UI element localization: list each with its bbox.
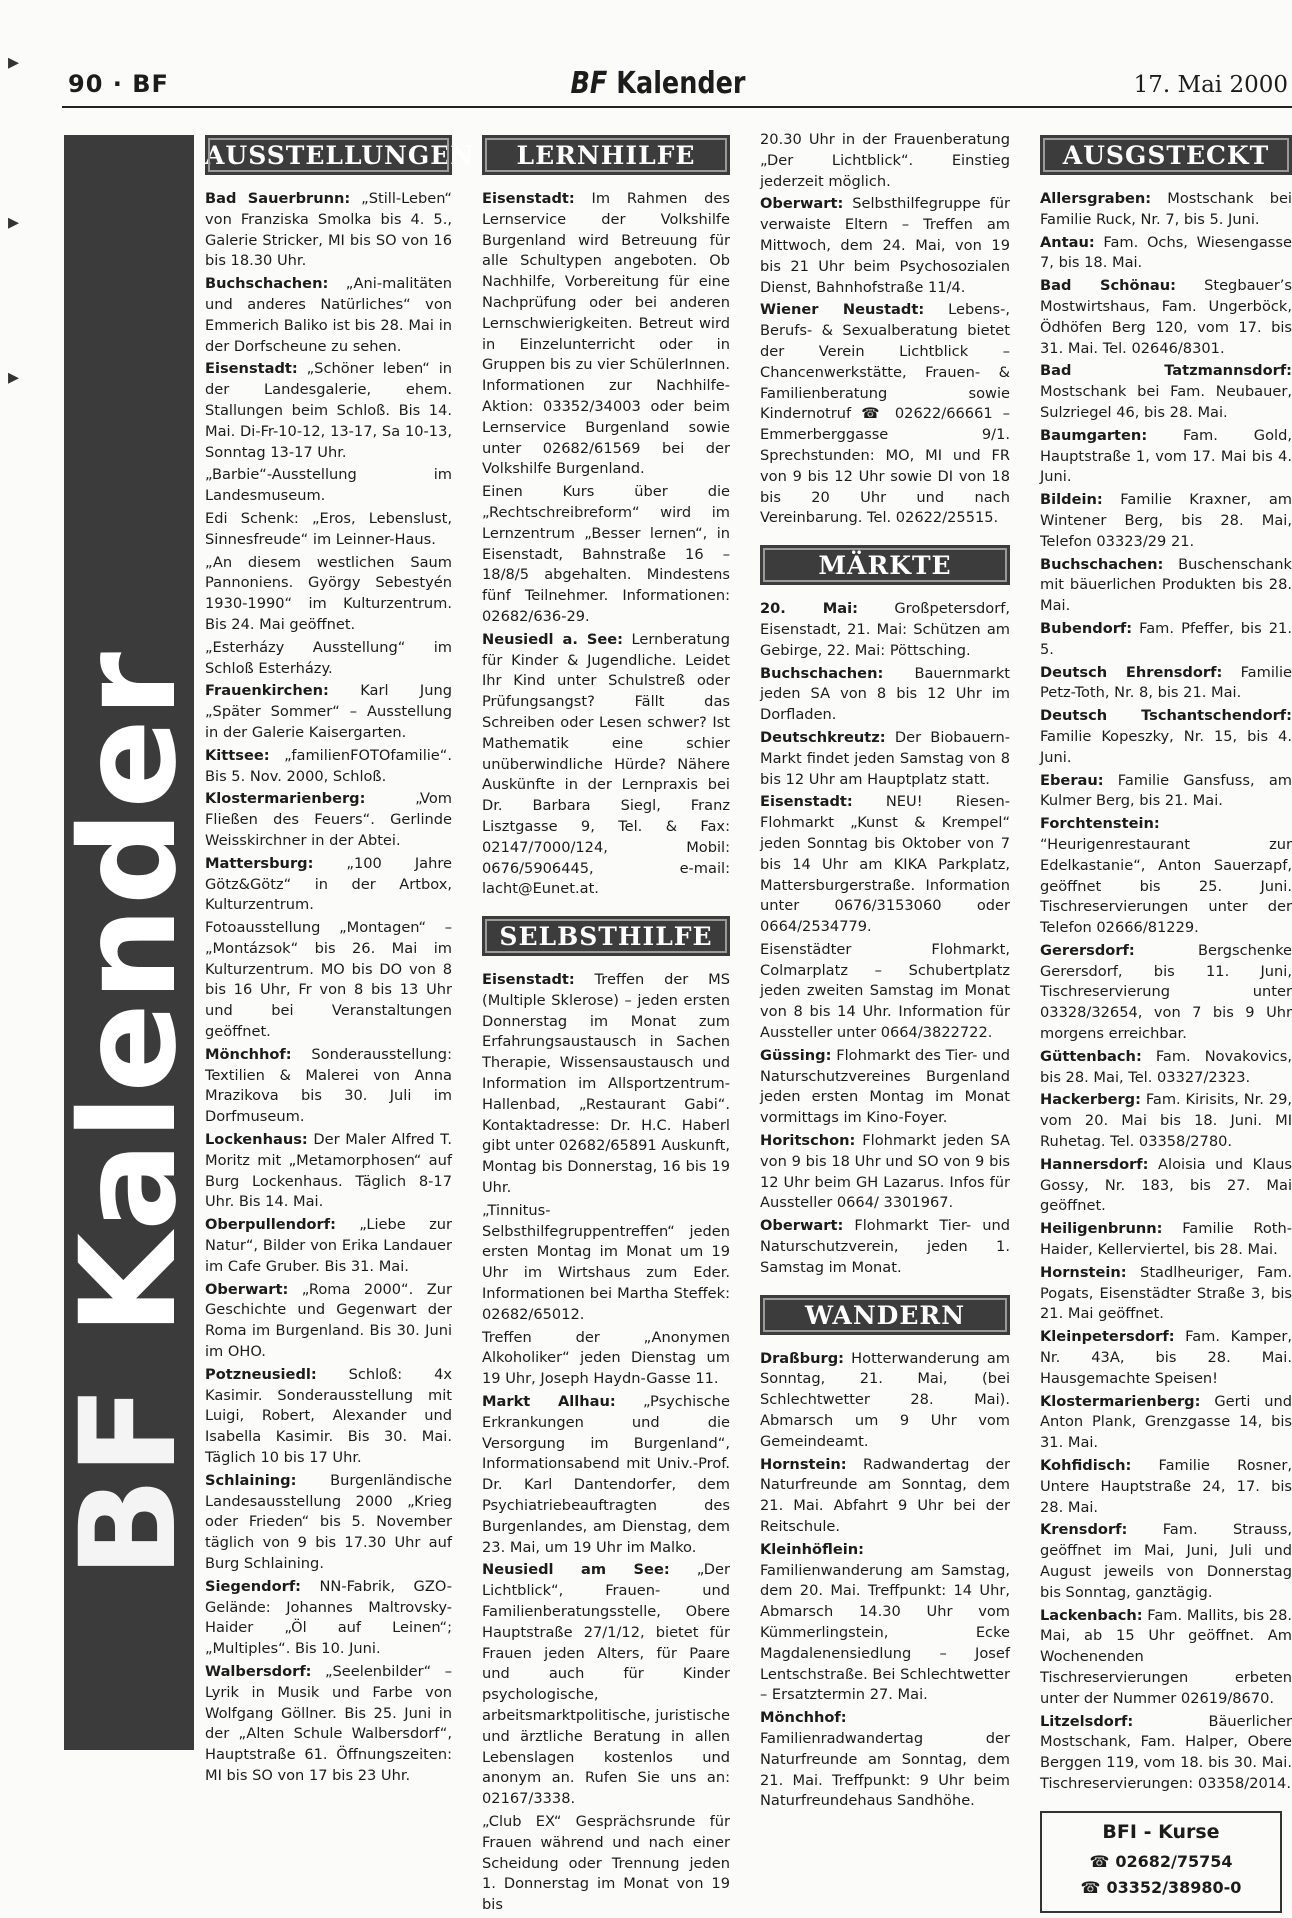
entry-text: Fam. Novakovics, bis 28. Mai, Tel. 03327/2323.: [1040, 1047, 1292, 1086]
entry: [1040, 663, 1292, 705]
entry-place: Oberwart:: [760, 1217, 844, 1235]
entry-text: “Heurigenrestaurant zur Edelkastanie“, Anton Sauerzapf, geöffnet bis 25. Juni. Tischreservierungen unter der Telefon 02666/81229.: [1040, 835, 1292, 937]
entry: [205, 918, 452, 1043]
entry-place: Kittsee:: [205, 746, 270, 764]
entry-place: Buchschachen:: [760, 664, 884, 682]
section-heading-selbsthilfe: SELBSTHILFE: [482, 916, 730, 956]
entry: [205, 359, 452, 463]
entry-place: Siegendorf:: [205, 1577, 301, 1595]
entry-text: „Barbie“-Ausstellung im Landesmuseum.: [205, 466, 452, 505]
entry-text: „Der Lichtblick“, Frauen- und Familienberatungsstelle, Obere Hauptstraße 27/1/12, bietet für Frauen jeden Alters, für Paare und auch für Kinder psychologische, arbeitsmarktpolitische, juristische und ärztliche Beratung in allen Lebenslagen kostenlos und anonym an. Rufen Sie uns an: 02167/3338.: [482, 1561, 730, 1808]
entry-place: Baumgarten:: [1040, 426, 1148, 444]
entry: [1040, 619, 1292, 661]
entry: [482, 970, 730, 1199]
entry-place: Draßburg:: [760, 1349, 844, 1367]
entry-text: Familienradwandertag der Naturfreunde am Sonntag, dem 21. Mai. Treffpunkt: 9 Uhr beim Naturfreundehaus Sandhöhe.: [760, 1729, 1010, 1810]
entry: [205, 638, 452, 680]
page-title: [157, 66, 1160, 101]
entry-text: Mostschank bei Familie Ruck, Nr. 7, bis 5. Juni.: [1040, 190, 1292, 228]
entry: [760, 130, 1010, 192]
spacer: [760, 531, 1010, 545]
spacer: [482, 902, 730, 916]
entry: [1040, 1219, 1292, 1261]
entry-text: Der Maler Alfred T. Moritz mit „Metamorphosen“ auf Burg Lockenhaus. Täglich 8-17 Uhr. Bis 14. Mai.: [205, 1131, 452, 1211]
entry-text: „Schöner leben“ in der Landesgalerie, ehem. Stallungen beim Schloß. Bis 14. Mai. Di-Fr-10-12, 13-17, Sa 10-13, Sonntag 13-17 Uhr.: [205, 360, 452, 461]
section-heading-lernhilfe: LERNHILFE: [482, 135, 730, 175]
entry-place: Krensdorf:: [1040, 1521, 1128, 1539]
entry: [482, 1201, 730, 1326]
entry-place: Schlaining:: [205, 1471, 297, 1489]
entry-text: Der Biobauern-Markt findet jeden Samstag von 8 bis 12 Uhr am Hauptplatz statt.: [760, 728, 1010, 788]
kurse-phone-number: 02682/75754: [1115, 1851, 1233, 1871]
title-kalender: Kalender: [607, 66, 746, 101]
entry-place: Allersgraben:: [1040, 190, 1152, 207]
entry: [482, 189, 730, 480]
entry-place: Eisenstadt:: [482, 971, 575, 989]
entry-text: „Liebe zur Natur“, Bilder von Erika Landauer im Cafe Gruber. Bis 31. Mai.: [205, 1216, 452, 1275]
entry-text: Treffen der MS (Multiple Sklerose) – jeden ersten Donnerstag im Monat zum Erfahrungsaustausch in Sachen Therapie, Wissensaustausch und Information im Allsportzentrum- Hallenbad, „Restaurant Gabi“. Kontaktadresse: Dr. H.C. Haberl gibt unter 02682/65891 Auskunft, Montag bis Donnerstag, 16 bis 19 Uhr.: [482, 971, 730, 1197]
list-selbsthilfe-continued: [760, 130, 1010, 529]
entry-text: Schloß: 4x Kasimir. Sonderausstellung mit Luigi, Robert, Alexander und Isabella Kasimir. Bis 30. Mai. Täglich 10 bis 17 Uhr.: [205, 1365, 452, 1467]
entry-place: Bad Sauerbrunn:: [205, 190, 351, 207]
entry-text: „Seelenbilder“ – Lyrik in Musik und Farbe von Wolfgang Göllner. Bis 25. Juni in der „Alten Schule Walbersdorf“, Hauptstraße 61. Öffnungszeiten: MI bis SO von 17 bis 23 Uhr.: [205, 1662, 452, 1784]
side-banner-kalender: Kalender: [52, 650, 206, 1336]
entry-place: Eisenstadt:: [760, 793, 853, 811]
entry: [760, 1349, 1010, 1453]
entry: [1040, 1712, 1292, 1795]
entry: [1040, 426, 1292, 488]
entry-text: Treffen der „Anonymen Alkoholiker“ jeden Dienstag um 19 Uhr, Joseph Haydn-Gasse 11.: [482, 1328, 730, 1388]
entry-place: Neusiedl am See:: [482, 1561, 670, 1579]
entry: [482, 630, 730, 900]
entry-text: „Ani-malitäten und anderes Natürliches“ von Emmerich Baliko ist bis 28. Mai in der Dorfscheune zu sehen.: [205, 275, 452, 355]
list-lernhilfe: [482, 189, 730, 900]
entry: [760, 792, 1010, 938]
entry: [760, 1216, 1010, 1278]
entry-place: Mattersburg:: [205, 854, 314, 872]
entry: [760, 940, 1010, 1044]
entry-text: Edi Schenk: „Eros, Lebenslust, Sinnesfreude“ im Leinner-Haus.: [205, 509, 452, 548]
entry: [205, 1045, 452, 1128]
entry-text: Hotterwanderung am Sonntag, 21. Mai, (bei Schlechtwetter 28. Mai). Abmarsch um 9 Uhr vom Gemeindeamt.: [760, 1349, 1010, 1450]
spacer: [760, 1281, 1010, 1295]
entry: [760, 194, 1010, 298]
entry: [1040, 490, 1292, 552]
entry-place: Oberwart:: [205, 1280, 289, 1298]
entry-place: Hornstein:: [760, 1455, 847, 1473]
entry: [205, 189, 452, 272]
entry: [1040, 941, 1292, 1045]
entry-text: Bergschenke Gerersdorf, bis 11. Juni, Tischreservierung unter 03328/32654, von 7 bis 9 Uhr morgens erreichbar.: [1040, 941, 1292, 1043]
entry: [482, 1392, 730, 1558]
entry-text: Familie Roth-Haider, Kellerviertel, bis 28. Mai.: [1040, 1220, 1292, 1259]
issue-date: 17. Mai 2000: [1133, 72, 1288, 98]
entry: [1040, 189, 1292, 231]
entry-text: Karl Jung „Später Sommer“ – Ausstellung in der Galerie Kaisergarten.: [205, 682, 452, 741]
entry: [1040, 1392, 1292, 1454]
entry: [205, 1577, 452, 1660]
entry-place: Walbersdorf:: [205, 1662, 312, 1680]
entry-place: Oberpullendorf:: [205, 1216, 336, 1234]
entry-place: Buchschachen:: [205, 275, 329, 293]
column-1: [205, 135, 475, 1789]
entry-text: Sonderausstellung: Textilien & Malerei von Anna Mrazikova bis 30. Juli im Dorfmuseum.: [205, 1045, 452, 1126]
entry-text: Flohmarkt Tier- und Naturschutzverein, jeden 1. Samstag im Monat.: [760, 1217, 1010, 1276]
entry-text: NN-Fabrik, GZO-Gelände: Johannes Maltrovsky-Haider „Öl auf Leinen“; „Multiples“. Bis 10. Juni.: [205, 1577, 452, 1658]
entry: [1040, 771, 1292, 813]
header-rule: [62, 106, 1292, 108]
kurse-title: BFI - Kurse: [1102, 1820, 1220, 1843]
entry-text: Fam. Mallits, bis 28. Mai, ab 15 Uhr geöffnet. Am Wochenenden Tischreservierungen erbeten unter der Nummer 02619/8670.: [1040, 1606, 1292, 1707]
entry: [760, 664, 1010, 726]
entry-text: Radwandertag der Naturfreunde am Sonntag, dem 21. Mai. Abfahrt 9 Uhr bei der Reitschule.: [760, 1455, 1010, 1536]
entry-text: Einen Kurs über die „Rechtschreibreform“ wird im Lernzentrum „Besser lernen“, in Eisenstadt, Bahnstraße 16 – 18/8/5 abgehalten. Mindestens fünf Teilnehmer. Informationen: 02682/636-29.: [482, 483, 730, 625]
entry: [205, 789, 452, 851]
entry: [205, 1365, 452, 1469]
section-heading-ausgsteckt: AUSGSTECKT: [1040, 135, 1292, 175]
entry-place: Litzelsdorf:: [1040, 1712, 1134, 1730]
entry-text: „Vom Fließen des Feuers“. Gerlinde Weisskirchner in der Abtei.: [205, 790, 452, 849]
entry-place: Horitschon:: [760, 1132, 856, 1150]
entry-place: Antau:: [1040, 233, 1095, 251]
bfi-kurse-box: [1040, 1811, 1282, 1913]
entry-text: „familienFOTOfamilie“. Bis 5. Nov. 2000, Schloß.: [205, 746, 452, 785]
entry: [482, 1560, 730, 1810]
entry-place: Mönchhof:: [205, 1045, 292, 1063]
entry: [1040, 233, 1292, 275]
entry: [482, 1812, 730, 1916]
entry-text: Flohmarkt jeden SA von 9 bis 18 Uhr und SO von 9 bis 12 Uhr beim GH Lazarus. Infos für Aussteller 0664/ 3301967.: [760, 1132, 1010, 1212]
entry-place: Hornstein:: [1040, 1263, 1127, 1281]
entry: [760, 300, 1010, 529]
entry: [205, 746, 452, 788]
entry-text: Familie Rosner, Untere Hauptstraße 24, 17. bis 28. Mai.: [1040, 1457, 1292, 1516]
entry-text: Bauernmarkt jeden SA von 8 bis 12 Uhr im Dorfladen.: [760, 664, 1010, 724]
entry: [760, 1046, 1010, 1129]
entry-place: Bad Schönau:: [1040, 277, 1176, 295]
entry-text: Familie Gansfuss, am Kulmer Berg, bis 21. Mai.: [1040, 771, 1292, 810]
list-selbsthilfe: [482, 970, 730, 1916]
entry-text: Aloisia und Klaus Gossy, Nr. 183, bis 27. Mai geöffnet.: [1040, 1155, 1292, 1215]
entry-text: „Psychische Erkrankungen und die Versorgung im Burgenland“, Informationsabend mit Univ.-Prof. Dr. Karl Dantendorfer, dem Psychiatriebeauftragten des Burgenlandes, am Dienstag, dem 23. Mai, um 19 Uhr im Malko.: [482, 1393, 730, 1556]
entry: [1040, 814, 1292, 939]
entry: [1040, 706, 1292, 768]
entry: [760, 1708, 1010, 1812]
entry: [1040, 1090, 1292, 1152]
margin-mark: ▸: [8, 50, 20, 75]
entry: [205, 854, 452, 916]
entry-text: Familie Kraxner, am Wintener Berg, bis 28. Mai, Telefon 03323/29 21.: [1040, 491, 1292, 550]
margin-mark: ▸: [8, 210, 20, 235]
entry-text: Bäuerlicher Mostschank, Fam. Halper, Obere Berggen 119, vom 18. bis 30. Mai. Tischreservierungen: 03358/2014.: [1040, 1712, 1292, 1792]
kurse-phone-number: 03352/38980-0: [1106, 1877, 1242, 1897]
title-bf: BF: [570, 66, 608, 101]
entry: [205, 1662, 452, 1787]
entry-text: „100 Jahre Götz&Götz“ in der Artbox, Kulturzentrum.: [205, 854, 452, 914]
entry-place: Gerersdorf:: [1040, 941, 1135, 959]
entry-place: Heiligenbrunn:: [1040, 1220, 1163, 1238]
entry: [205, 681, 452, 743]
entry: [1040, 1155, 1292, 1217]
side-banner: [52, 135, 206, 1750]
entry-text: Selbsthilfegruppe für verwaiste Eltern – Treffen am Mittwoch, dem 24. Mai, von 19 bis 21 Uhr beim Psychosozialen Dienst, Bahnhofstraße 11/4.: [760, 195, 1010, 296]
entry-place: Klostermarienberg:: [1040, 1392, 1201, 1410]
column-3: [760, 130, 1010, 1814]
entry-text: 20.30 Uhr in der Frauenberatung „Der Lichtblick“. Einstieg jederzeit möglich.: [760, 131, 1010, 190]
entry-place: Mönchhof:: [760, 1709, 847, 1727]
side-banner-bf: BF: [52, 1383, 206, 1578]
entry: [1040, 1456, 1292, 1518]
entry: [205, 274, 452, 357]
entry-place: Kleinpetersdorf:: [1040, 1328, 1175, 1346]
entry-place: Hannersdorf:: [1040, 1155, 1149, 1173]
list-ausstellungen: [205, 189, 452, 1787]
entry-text: Lernberatung für Kinder & Jugendliche. Leidet Ihr Kind unter Schulstreß oder Prüfungsangst? Fällt das Schreiben oder Lesen schwer? Ist Mathematik eine schier unüberwindliche Hürde? Nähere Auskünfte in der Lernpraxis bei Dr. Barbara Siegl, Franz Lisztgasse 9, Tel. & Fax: 02147/7000/124, Mobil: 0676/5906445, e-mail: lacht@Eunet.at.: [482, 630, 731, 898]
entry-text: Fam. Gold, Hauptstraße 1, vom 17. Mai bis 4. Juni.: [1040, 426, 1292, 486]
entry-text: „Esterházy Ausstellung“ im Schloß Esterházy.: [205, 638, 452, 677]
entry-place: Eberau:: [1040, 771, 1104, 789]
entry-place: Lackenbach:: [1040, 1606, 1143, 1624]
entry: [760, 1540, 1010, 1706]
entry: [205, 1130, 452, 1213]
kurse-phone-1: [1048, 1849, 1274, 1875]
entry-text: „Roma 2000“. Zur Geschichte und Gegenwart der Roma im Burgenland. Bis 30. Juni im OHO.: [205, 1280, 452, 1361]
phone-icon: ☎: [1089, 1851, 1110, 1871]
entry-place: Kohfidisch:: [1040, 1457, 1132, 1475]
entry-text: Im Rahmen des Lernservice der Volkshilfe Burgenland wird Betreuung für alle Schultypen angeboten. Ob Nachhilfe, Vorbereitung für eine Nachprüfung oder bei anderen Lernschwierigkeiten. Betreut wird in Einzelunterricht oder in Gruppen bis zu vier SchülerInnen. Informationen zur Nachhilfe-Aktion: 03352/34003 oder beim Lernservice Burgenland sowie unter 02682/61569 bei der Volkshilfe Burgenland.: [482, 190, 730, 478]
entry-text: Mostschank bei Fam. Neubauer, Sulzriegel 46, bis 28. Mai.: [1040, 383, 1292, 421]
entry-text: Eisenstädter Flohmarkt, Colmarplatz – Schubertplatz jeden zweiten Samstag im Monat von 8 bis 14 Uhr. Information für Aussteller unter 0664/3822722.: [760, 940, 1010, 1042]
entry: [760, 1455, 1010, 1538]
entry: [482, 1328, 730, 1390]
entry: [482, 482, 730, 628]
entry: [1040, 1047, 1292, 1089]
entry-place: Bubendorf:: [1040, 619, 1133, 637]
entry-text: Familienwanderung am Samstag, dem 20. Mai. Treffpunkt: 14 Uhr, Abmarsch 14.30 Uhr vom Kümmerlingstein, Ecke Magdalenensiedlung – Josef Lentschstraße. Bei Schlechtwetter – Ersatztermin 27. Mai.: [760, 1561, 1011, 1704]
entry-place: Deutsch Tschantschendorf:: [1040, 707, 1292, 725]
entry-place: Deutschkreutz:: [760, 728, 886, 746]
entry-text: Stadlheuriger, Fam. Pogats, Eisenstädter Straße 3, bis 21. Mai geöffnet.: [1040, 1263, 1292, 1323]
entry-place: Güttenbach:: [1040, 1047, 1142, 1065]
entry-text: NEU! Riesen-Flohmarkt „Kunst & Krempel“ jeden Sonntag bis Oktober von 7 bis 14 Uhr am KIKA Parkplatz, Mattersburgerstraße. Information unter 0676/3153060 oder 0664/2534779.: [760, 793, 1010, 936]
entry-place: Buchschachen:: [1040, 555, 1164, 573]
entry-text: Fam. Kirisits, Nr. 29, vom 20. Mai bis 18. Juni. MI Ruhetag. Tel. 03358/2780.: [1040, 1091, 1292, 1151]
entry-text: Großpetersdorf, Eisenstadt, 21. Mai: Schützen am Gebirge, 22. Mai: Pöttsching.: [760, 600, 1010, 659]
entry: [1040, 361, 1292, 423]
entry-place: Bildein:: [1040, 491, 1103, 509]
entry-text: Fam. Ochs, Wiesengasse 7, bis 18. Mai.: [1040, 233, 1292, 272]
entry: [760, 599, 1010, 661]
entry-text: Gerti und Anton Plank, Grenzgasse 14, bis 31. Mai.: [1040, 1392, 1292, 1452]
margin-mark: ▸: [8, 365, 20, 390]
section-heading-wandern: WANDERN: [760, 1295, 1010, 1335]
entry: [205, 553, 452, 636]
entry: [1040, 1327, 1292, 1389]
entry: [760, 728, 1010, 790]
page-header: [68, 66, 1288, 106]
entry-text: Stegbauer’s Mostwirtshaus, Fam. Ungerböck, Ödhöfen Berg 120, vom 17. bis 31. Mai. Tel. 02646/8301.: [1040, 277, 1292, 357]
section-heading-maerkte: MÄRKTE: [760, 545, 1010, 585]
entry: [205, 1215, 452, 1277]
entry-text: Fotoausstellung „Montagen“ – „Montázsok“ bis 26. Mai im Kulturzentrum. MO bis DO von 8 bis 16 Uhr, Fr von 8 bis 13 Uhr und bei Veranstaltungen geöffnet.: [205, 919, 452, 1041]
entry-place: Klostermarienberg:: [205, 790, 366, 808]
entry-text: Fam. Kamper, Nr. 43A, bis 28. Mai. Hausgemachte Speisen!: [1040, 1328, 1292, 1387]
entry: [1040, 1606, 1292, 1710]
column-4: [1040, 135, 1292, 1913]
entry: [205, 509, 452, 551]
entry-place: Bad Tatzmannsdorf:: [1040, 362, 1292, 380]
entry: [205, 1471, 452, 1575]
entry: [760, 1131, 1010, 1214]
entry-text: Buschenschank mit bäuerlichen Produkten bis 28. Mai.: [1040, 555, 1292, 615]
entry: [205, 1280, 452, 1363]
entry-text: „Tinnitus-Selbsthilfegruppentreffen“ jeden ersten Montag im Monat um 19 Uhr im Wirtshaus zum Eder. Informationen bei Martha Steffek: 02682/65012.: [482, 1201, 730, 1323]
entry-text: Familie Petz-Toth, Nr. 8, bis 21. Mai.: [1040, 663, 1292, 702]
entry-text: Lebens-, Berufs- & Sexualberatung bietet der Verein Lichtblick – Chancenwerkstätte, Frauen- & Familienberatung sowie Kindernotruf ☎ 02622/66661 – Emmerberggasse 9/1. Sprechstunden: MO, MI und FR von 9 bis 12 Uhr sowie DI von 18 bis 20 Uhr und nach Vereinbarung. Tel. 02622/25515.: [760, 301, 1010, 527]
entry-place: Hackerberg:: [1040, 1091, 1141, 1109]
entry-place: Deutsch Ehrensdorf:: [1040, 663, 1223, 681]
phone-icon: ☎: [1080, 1877, 1101, 1897]
entry-place: Eisenstadt:: [482, 190, 575, 207]
entry-place: Eisenstadt:: [205, 360, 298, 378]
entry-text: „Club EX“ Gesprächsrunde für Frauen während und nach einer Scheidung oder Trennung jeden 1. Donnerstag im Monat von 19 bis: [482, 1812, 730, 1914]
entry: [1040, 555, 1292, 617]
entry-text: „Still-Leben“ von Franziska Smolka bis 4. 5., Galerie Stricker, MI bis SO von 16 bis 18.30 Uhr.: [205, 190, 452, 270]
list-maerkte: [760, 599, 1010, 1279]
column-2: [482, 135, 730, 1918]
entry-place: Oberwart:: [760, 195, 844, 213]
entry-place: Neusiedl a. See:: [482, 630, 623, 648]
entry-text: Flohmarkt des Tier- und Naturschutzvereines Burgenland jeden ersten Montag im Monat vormittags im Kino-Foyer.: [760, 1046, 1010, 1127]
entry: [1040, 1263, 1292, 1325]
entry: [1040, 1520, 1292, 1603]
entry-place: Markt Allhau:: [482, 1393, 616, 1411]
section-heading-ausstellungen: AUSSTELLUNGEN: [205, 135, 452, 175]
entry-text: Fam. Strauss, geöffnet im Mai, Juni, Juli und August jeweils von Donnerstag bis Sonntag, ganztägig.: [1040, 1521, 1292, 1601]
page-number: 90 · BF: [68, 70, 169, 98]
entry-text: Burgenländische Landesausstellung 2000 „Krieg oder Frieden“ bis 5. November täglich von 9 bis 17.30 Uhr auf Burg Schlaining.: [205, 1471, 452, 1572]
entry: [1040, 276, 1292, 359]
entry: [205, 465, 452, 507]
entry-place: Wiener Neustadt:: [760, 301, 925, 319]
entry-text: Fam. Pfeffer, bis 21. 5.: [1040, 619, 1292, 658]
entry-place: Forchtenstein:: [1040, 815, 1160, 833]
side-banner-text: [52, 650, 206, 1578]
list-ausgsteckt: [1040, 189, 1292, 1795]
entry-place: 20. Mai:: [760, 600, 858, 618]
entry-place: Güssing:: [760, 1046, 832, 1064]
entry-place: Frauenkirchen:: [205, 682, 329, 700]
entry-place: Kleinhöflein:: [760, 1540, 864, 1558]
kurse-phone-2: [1048, 1875, 1274, 1901]
list-wandern: [760, 1349, 1010, 1813]
entry-text: Familie Kopeszky, Nr. 15, bis 4. Juni.: [1040, 727, 1292, 766]
entry-place: Lockenhaus:: [205, 1131, 308, 1149]
entry-text: „An diesem westlichen Saum Pannoniens. György Sebestyén 1930-1990“ im Kulturzentrum. Bis 24. Mai geöffnet.: [205, 553, 452, 633]
entry-place: Potzneusiedl:: [205, 1365, 317, 1383]
